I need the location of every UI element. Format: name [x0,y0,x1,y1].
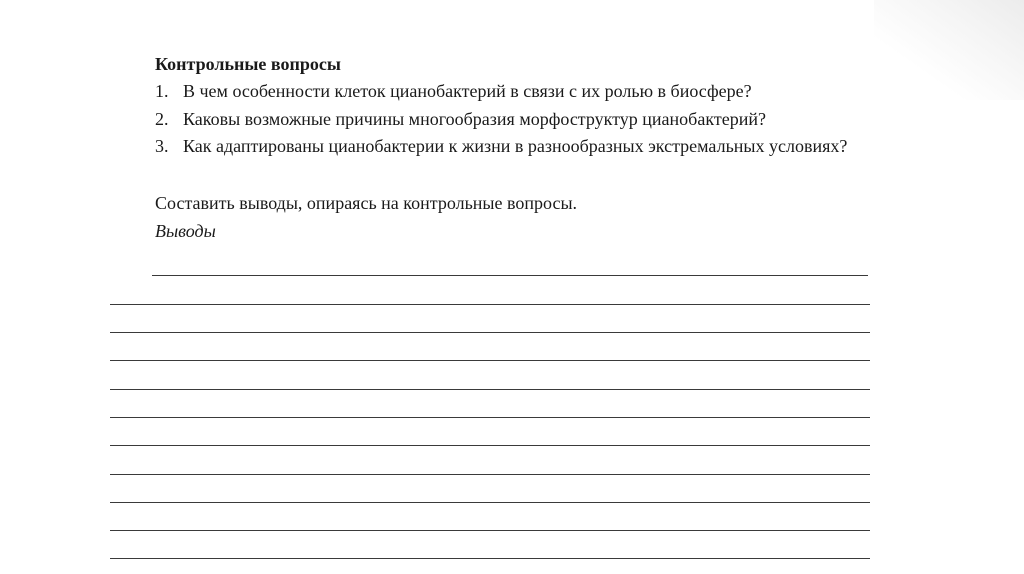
question-item [155,80,847,108]
answer-line[interactable] [110,530,870,531]
answer-line[interactable] [110,360,870,361]
question-text: В чем особенности клеток цианобактерий в связи с их ролью в биосфере? [183,81,752,101]
answer-line[interactable] [110,304,870,305]
answer-line[interactable] [110,417,870,418]
question-number: 3. [155,136,169,156]
section-title: Контрольные вопросы [155,54,341,74]
page-corner-shadow [874,0,1024,100]
answer-line[interactable] [110,445,870,446]
question-number: 2. [155,108,169,129]
answer-line[interactable] [110,474,870,475]
answer-line[interactable] [110,389,870,390]
answer-line[interactable] [110,502,870,503]
question-text: Каковы возможные причины многообразия морфоструктур цианобактерий? [183,108,766,129]
answer-line[interactable] [152,275,868,276]
instruction-text: Составить выводы, опираясь на контрольные вопросы. [155,193,578,213]
conclusions-label: Выводы [155,221,216,241]
question-item [155,135,847,163]
question-number: 1. [155,81,169,101]
question-list [155,80,847,163]
answer-line[interactable] [110,332,870,333]
question-text: Как адаптированы цианобактерии к жизни в разнообразных экстремальных условиях? [183,136,848,156]
question-item [155,108,847,136]
answer-line[interactable] [110,558,870,559]
